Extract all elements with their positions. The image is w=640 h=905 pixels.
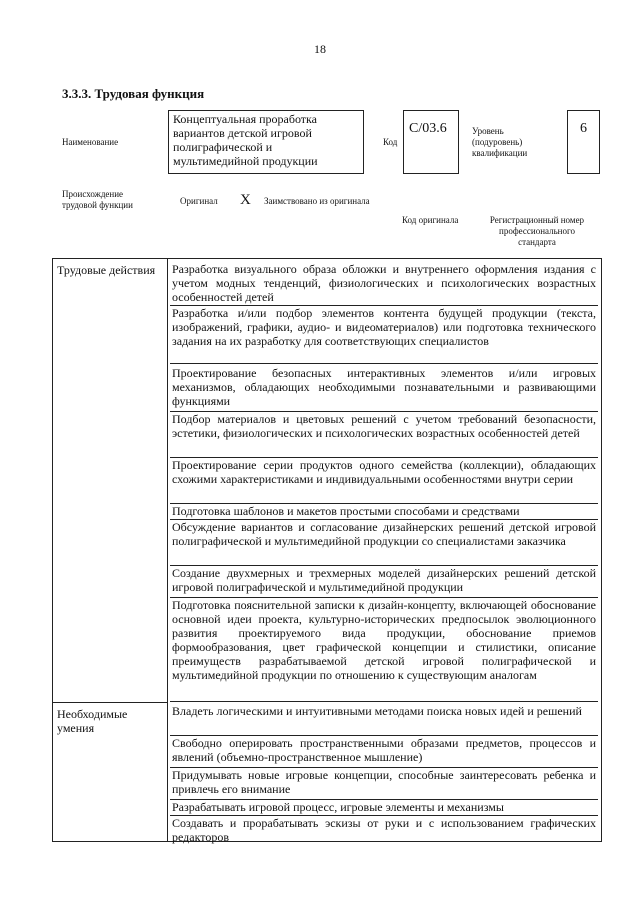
section-title: 3.3.3. Трудовая функция <box>62 86 205 101</box>
labor-action-row: Проектирование безопасных интерактивных элементов и/или игровых механизмов, обладающих необходимыми познавательными и развивающими функциями <box>170 366 598 412</box>
skill-row: Разрабатывать игровой процесс, игровые элементы и механизмы <box>170 800 598 816</box>
labor-action-row: Разработка и/или подбор элементов контента будущей продукции (текста, изображений, графики, аудио- и видеоматериалов) или подготовка технического задания на их разработку для соответствующих специалистов <box>170 306 598 364</box>
labor-action-row: Подбор материалов и цветовых решений с учетом требований безопасности, эстетики, физиологических и психологических возрастных особенностей детей <box>170 412 598 458</box>
skill-row: Свободно оперировать пространственными образами предметов, процессов и явлений (объемно-пространственное мышление) <box>170 736 598 768</box>
origin-label: Происхождение трудовой функции <box>62 189 133 210</box>
name-value-box: Концептуальная проработка вариантов детской игровой полиграфической и мультимедийной продукции <box>168 110 364 174</box>
level-value-box: 6 <box>567 110 600 174</box>
code-value-box: С/03.6 <box>403 110 459 174</box>
labor-action-row: Проектирование серии продуктов одного семейства (коллекции), обладающих схожими характеристиками и индивидуальными особенностями внутри серии <box>170 458 598 504</box>
original-mark: X <box>240 192 251 208</box>
skills-label: Необходимые умения <box>57 707 128 735</box>
level-label: Уровень (подуровень) квалификации <box>472 126 528 158</box>
name-label: Наименование <box>62 137 119 147</box>
labor-action-row: Разработка визуального образа обложки и внутреннего оформления издания с учетом модных тенденций, физиологических и психологических возрастных особенностей детей <box>172 262 596 304</box>
page-number: 18 <box>314 42 326 56</box>
borrowed-label: Заимствовано из оригинала <box>264 196 370 206</box>
skill-row: Придумывать новые игровые концепции, способные заинтересовать ребенка и привлечь его внимание <box>170 768 598 800</box>
code-label: Код <box>383 137 398 147</box>
skill-row: Создавать и прорабатывать эскизы от руки и с использованием графических редакторов <box>172 816 596 844</box>
labor-action-row: Подготовка пояснительной записки к дизайн-концепту, включающей обоснование основной идеи проекта, культурно-исторических предпосылок эволюционного развития проектируемого вида продукции, обоснование приемов формообразования, цвет графической концепции и стилистики, описание преимуществ разрабатываемой детской игровой полиграфической и мультимедийной продукции по отношению к существующим аналогам <box>170 598 598 702</box>
labor-action-row: Подготовка шаблонов и макетов простыми способами и средствами <box>170 504 598 520</box>
skill-row: Владеть логическими и интуитивными методами поиска новых идей и решений <box>170 704 598 736</box>
labor-actions-label: Трудовые действия <box>57 263 156 277</box>
labor-action-row: Обсуждение вариантов и согласование дизайнерских решений детской игровой полиграфической и мультимедийной продукции со специалистами заказчика <box>170 520 598 566</box>
labor-function-table <box>52 258 602 842</box>
original-label: Оригинал <box>180 196 218 206</box>
registration-label: Регистрационный номер профессионального стандарта <box>489 215 585 247</box>
code-original-label: Код оригинала <box>402 215 459 225</box>
labor-action-row: Создание двухмерных и трехмерных моделей дизайнерских решений детской игровой полиграфической и мультимедийной продукции <box>170 566 598 598</box>
